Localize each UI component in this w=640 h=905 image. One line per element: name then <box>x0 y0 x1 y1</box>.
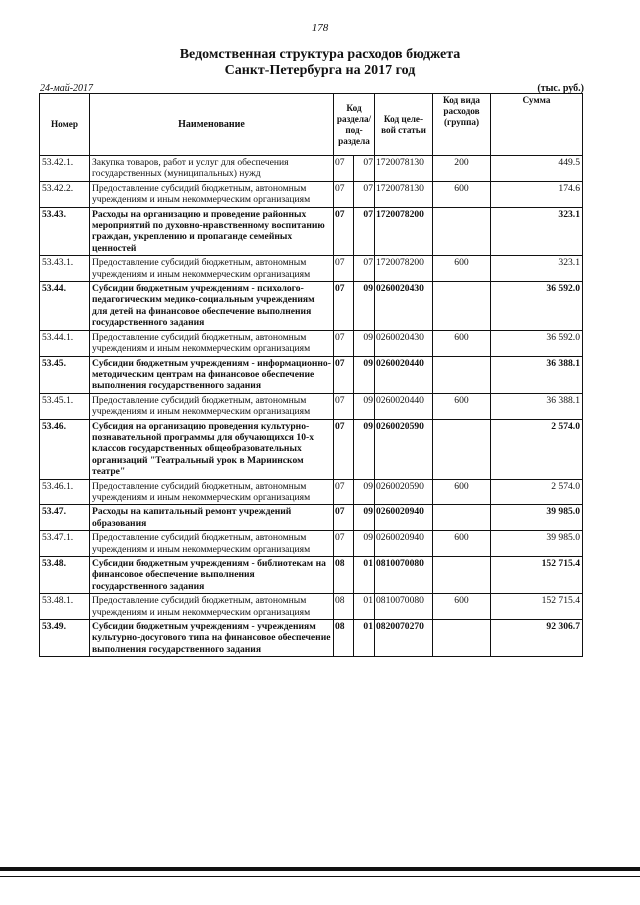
row-section: 07 <box>334 356 354 393</box>
row-expense-type: 600 <box>433 393 491 419</box>
table-row <box>40 282 583 331</box>
row-name: Расходы на капитальный ремонт учреждений образования <box>90 505 334 531</box>
table-row <box>40 156 583 182</box>
row-target-code: 1720078130 <box>375 181 433 207</box>
row-amount: 36 388.1 <box>491 393 583 419</box>
row-section: 07 <box>334 393 354 419</box>
row-subsection: 07 <box>354 207 375 256</box>
row-section: 07 <box>334 256 354 282</box>
row-number: 53.46.1. <box>40 479 90 505</box>
row-name: Предоставление субсидий бюджетным, автономным учреждениям и иным некоммерческим организациям <box>90 181 334 207</box>
row-expense-type <box>433 419 491 479</box>
page-number: 178 <box>311 22 329 34</box>
row-section: 07 <box>334 479 354 505</box>
row-amount: 323.1 <box>491 256 583 282</box>
budget-table <box>39 93 583 657</box>
row-amount: 36 388.1 <box>491 356 583 393</box>
row-subsection: 09 <box>354 356 375 393</box>
row-amount: 2 574.0 <box>491 419 583 479</box>
row-expense-type: 600 <box>433 181 491 207</box>
row-target-code: 1720078130 <box>375 156 433 182</box>
row-number: 53.43.1. <box>40 256 90 282</box>
row-subsection: 01 <box>354 594 375 620</box>
row-expense-type: 600 <box>433 330 491 356</box>
row-section: 07 <box>334 505 354 531</box>
table-row <box>40 419 583 479</box>
row-subsection: 09 <box>354 419 375 479</box>
row-subsection: 07 <box>354 181 375 207</box>
row-subsection: 07 <box>354 156 375 182</box>
row-number: 53.45.1. <box>40 393 90 419</box>
row-expense-type <box>433 620 491 657</box>
table-row <box>40 594 583 620</box>
row-number: 53.48.1. <box>40 594 90 620</box>
row-amount: 36 592.0 <box>491 282 583 331</box>
row-amount: 152 715.4 <box>491 594 583 620</box>
row-amount: 39 985.0 <box>491 505 583 531</box>
row-section: 07 <box>334 207 354 256</box>
row-number: 53.47. <box>40 505 90 531</box>
table-row <box>40 531 583 557</box>
row-amount: 39 985.0 <box>491 531 583 557</box>
row-target-code: 0260020440 <box>375 356 433 393</box>
row-name: Предоставление субсидий бюджетным, автономным учреждениям и иным некоммерческим организациям <box>90 393 334 419</box>
row-number: 53.44.1. <box>40 330 90 356</box>
row-number: 53.42.2. <box>40 181 90 207</box>
row-expense-type: 600 <box>433 531 491 557</box>
table-row <box>40 256 583 282</box>
row-target-code: 0260020430 <box>375 282 433 331</box>
row-section: 07 <box>334 419 354 479</box>
row-number: 53.48. <box>40 557 90 594</box>
row-target-code: 1720078200 <box>375 256 433 282</box>
title-line-1: Ведомственная структура расходов бюджета <box>179 47 461 62</box>
row-section: 07 <box>334 531 354 557</box>
row-target-code: 1720078200 <box>375 207 433 256</box>
row-expense-type <box>433 356 491 393</box>
row-name: Предоставление субсидий бюджетным, автономным учреждениям и иным некоммерческим организациям <box>90 531 334 557</box>
row-section: 08 <box>334 557 354 594</box>
row-name: Расходы на организацию и проведение районных мероприятий по духовно-нравственному воспитанию граждан, укреплению и пропаганде семейных ценностей <box>90 207 334 256</box>
header-target: Код целе-вой статьи <box>375 94 433 156</box>
row-number: 53.44. <box>40 282 90 331</box>
row-subsection: 09 <box>354 282 375 331</box>
row-expense-type: 200 <box>433 156 491 182</box>
table-body <box>40 156 583 657</box>
row-expense-type: 600 <box>433 256 491 282</box>
table-row <box>40 330 583 356</box>
row-amount: 92 306.7 <box>491 620 583 657</box>
row-target-code: 0260020440 <box>375 393 433 419</box>
row-expense-type <box>433 207 491 256</box>
table-row <box>40 620 583 657</box>
table-row <box>40 393 583 419</box>
units-label: (тыс. руб.) <box>537 83 584 94</box>
row-subsection: 07 <box>354 256 375 282</box>
row-name: Предоставление субсидий бюджетным, автономным учреждениям и иным некоммерческим организациям <box>90 330 334 356</box>
row-amount: 2 574.0 <box>491 479 583 505</box>
row-subsection: 09 <box>354 531 375 557</box>
header-section: Код раздела/ под-раздела <box>334 94 375 156</box>
row-name: Субсидии бюджетным учреждениям - психолого-педагогическим медико-социальным учреждениям для детей на финансовое обеспечение выполнения государственного задания <box>90 282 334 331</box>
row-subsection: 09 <box>354 505 375 531</box>
table-row <box>40 557 583 594</box>
table-header-row <box>40 94 583 156</box>
row-section: 07 <box>334 282 354 331</box>
header-number: Номер <box>40 94 90 156</box>
row-target-code: 0810070080 <box>375 557 433 594</box>
header-expense-type: Код вида расходов (группа) <box>433 94 491 156</box>
row-section: 08 <box>334 594 354 620</box>
title-line-2: Санкт-Петербурга на 2017 год <box>224 63 416 78</box>
row-amount: 449.5 <box>491 156 583 182</box>
row-subsection: 09 <box>354 330 375 356</box>
row-section: 07 <box>334 156 354 182</box>
row-number: 53.49. <box>40 620 90 657</box>
bottom-rule <box>0 867 640 871</box>
row-number: 53.42.1. <box>40 156 90 182</box>
bottom-rule-thin <box>0 876 640 877</box>
table-row <box>40 181 583 207</box>
row-target-code: 0260020940 <box>375 505 433 531</box>
row-amount: 323.1 <box>491 207 583 256</box>
row-number: 53.47.1. <box>40 531 90 557</box>
table-row <box>40 479 583 505</box>
row-subsection: 09 <box>354 479 375 505</box>
row-name: Субсидия на организацию проведения культурно-познавательной программы для обучающихся 10-х классов государственных общеобразовательных организаций "Театральный урок в Мариинском театре" <box>90 419 334 479</box>
row-name: Предоставление субсидий бюджетным, автономным учреждениям и иным некоммерческим организациям <box>90 256 334 282</box>
header-name: Наименование <box>90 94 334 156</box>
row-name: Субсидии бюджетным учреждениям - учреждениям культурно-досугового типа на финансовое обеспечение выполнения государственного задания <box>90 620 334 657</box>
row-name: Субсидии бюджетным учреждениям - библиотекам на финансовое обеспечение выполнения государственного задания <box>90 557 334 594</box>
row-section: 07 <box>334 181 354 207</box>
row-expense-type: 600 <box>433 479 491 505</box>
document-title <box>0 47 640 79</box>
row-expense-type <box>433 505 491 531</box>
table-row <box>40 505 583 531</box>
table-row <box>40 207 583 256</box>
row-section: 07 <box>334 330 354 356</box>
row-target-code: 0260020590 <box>375 419 433 479</box>
row-expense-type: 600 <box>433 594 491 620</box>
row-name: Закупка товаров, работ и услуг для обеспечения государственных (муниципальных) нужд <box>90 156 334 182</box>
row-amount: 152 715.4 <box>491 557 583 594</box>
row-amount: 36 592.0 <box>491 330 583 356</box>
document-date: 24-май-2017 <box>40 83 94 94</box>
row-target-code: 0810070080 <box>375 594 433 620</box>
row-amount: 174.6 <box>491 181 583 207</box>
row-expense-type <box>433 282 491 331</box>
row-target-code: 0820070270 <box>375 620 433 657</box>
row-subsection: 01 <box>354 620 375 657</box>
header-amount: Сумма <box>491 94 583 156</box>
table-row <box>40 356 583 393</box>
row-name: Предоставление субсидий бюджетным, автономным учреждениям и иным некоммерческим организациям <box>90 479 334 505</box>
row-name: Предоставление субсидий бюджетным, автономным учреждениям и иным некоммерческим организациям <box>90 594 334 620</box>
row-number: 53.43. <box>40 207 90 256</box>
row-subsection: 01 <box>354 557 375 594</box>
row-target-code: 0260020940 <box>375 531 433 557</box>
row-section: 08 <box>334 620 354 657</box>
row-name: Субсидии бюджетным учреждениям - информационно-методическим центрам на финансовое обеспечение выполнения государственного задания <box>90 356 334 393</box>
row-expense-type <box>433 557 491 594</box>
row-number: 53.46. <box>40 419 90 479</box>
row-target-code: 0260020590 <box>375 479 433 505</box>
row-target-code: 0260020430 <box>375 330 433 356</box>
row-number: 53.45. <box>40 356 90 393</box>
row-subsection: 09 <box>354 393 375 419</box>
